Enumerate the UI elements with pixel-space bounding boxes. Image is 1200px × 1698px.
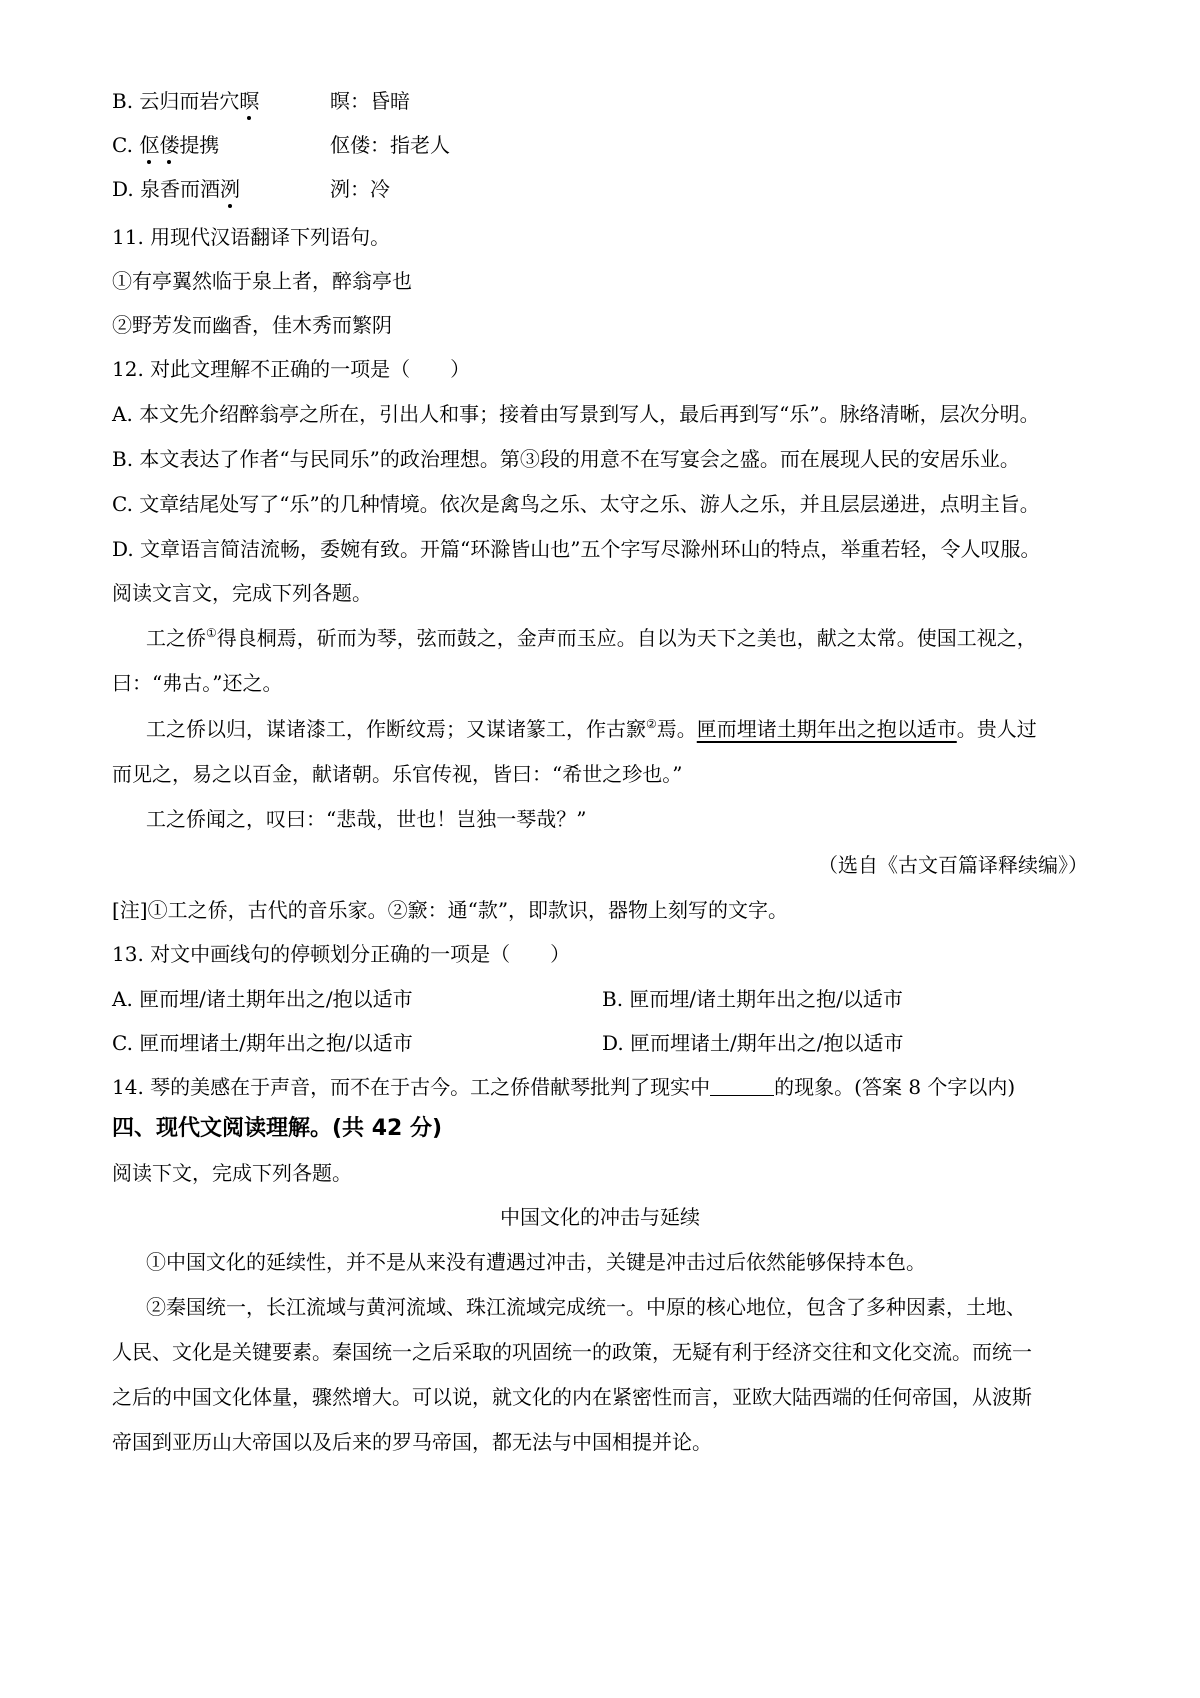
q12-stem: 12. 对此文理解不正确的一项是（ ）	[112, 357, 471, 381]
footnote-marker: ①	[206, 626, 217, 640]
q13-option-d: D. 匣而埋诸土/期年出之/抱以适市	[602, 1031, 904, 1055]
q12-option-b: B. 本文表达了作者“与民同乐”的政治理想。第③段的用意不在写宴会之盛。而在展现人民的安居乐业。	[112, 447, 1020, 471]
underlined-sentence: 匣而埋诸土期年出之抱以适市	[696, 717, 957, 741]
passage-source: （选自《古文百篇译释续编》）	[818, 853, 1088, 877]
article-title: 中国文化的冲击与延续	[500, 1205, 700, 1229]
q11-sentence-2: ②野芳发而幽香，佳木秀而繁阴	[112, 313, 392, 337]
footnote-marker: ②	[646, 717, 657, 731]
article-para-2-line-2: 人民、文化是关键要素。秦国统一之后采取的巩固统一的政策，无疑有利于经济交往和文化交流。而统一	[112, 1340, 1032, 1364]
q13-stem: 13. 对文中画线句的停顿划分正确的一项是（ ）	[112, 942, 571, 966]
passage-para-3: 工之侨闻之，叹曰：“悲哉，世也！岂独一琴哉？”	[146, 807, 587, 831]
q10-option-b-gloss: 暝：昏暗	[330, 89, 410, 113]
q12-option-d: D. 文章语言简洁流畅，委婉有致。开篇“环滁皆山也”五个字写尽滁州环山的特点，举重若轻，令人叹服。	[112, 537, 1041, 561]
section-heading: 四、现代文阅读理解。(共 42 分)	[112, 1116, 443, 1141]
section-intro: 阅读下文，完成下列各题。	[112, 1161, 352, 1185]
emphasis-dot-char: 偻	[159, 133, 180, 157]
q10-option-d-gloss: 洌：冷	[330, 177, 390, 201]
q12-option-c: C. 文章结尾处写了“乐”的几种情境。依次是禽鸟之乐、太守之乐、游人之乐，并且层层递进，点明主旨。	[112, 492, 1040, 516]
article-para-2-line-4: 帝国到亚历山大帝国以及后来的罗马帝国，都无法与中国相提并论。	[112, 1430, 712, 1454]
q10-option-c-gloss: 伛偻：指老人	[330, 133, 450, 157]
passage-intro: 阅读文言文，完成下列各题。	[112, 581, 372, 605]
passage-notes: [注]①工之侨，古代的音乐家。②窾：通“款”，即款识，器物上刻写的文字。	[112, 898, 789, 922]
passage-para-1: 工之侨①得良桐焉，斫而为琴，弦而鼓之，金声而玉应。自以为天下之美也，献之太常。使国工视之，	[146, 626, 1037, 650]
passage-para-1-cont: 曰：“弗古。”还之。	[112, 671, 283, 695]
q13-option-a: A. 匣而埋/诸土期年出之/抱以适市	[112, 987, 413, 1011]
passage-para-2-cont: 而见之，易之以百金，献诸朝。乐官传视，皆曰：“希世之珍也。”	[112, 762, 683, 786]
q11-sentence-1: ①有亭翼然临于泉上者，醉翁亭也	[112, 269, 412, 293]
q13-option-b: B. 匣而埋/诸土期年出之抱/以适市	[602, 987, 903, 1011]
emphasis-dot-char: 伛	[139, 133, 160, 157]
answer-blank	[710, 1077, 774, 1096]
article-para-1: ①中国文化的延续性，并不是从来没有遭遇过冲击，关键是冲击过后依然能够保持本色。	[146, 1250, 926, 1274]
emphasis-dot-char: 暝	[239, 89, 260, 113]
q14-stem: 14. 琴的美感在于声音，而不在于古今。工之侨借献琴批判了现实中 的现象。(答案 8 个字以内)	[112, 1075, 1016, 1099]
q13-option-c: C. 匣而埋诸土/期年出之抱/以适市	[112, 1031, 413, 1055]
q10-option-d: D. 泉香而酒洌	[112, 177, 241, 201]
q10-option-b: B. 云归而岩穴暝	[112, 89, 260, 113]
q11-stem: 11. 用现代汉语翻译下列语句。	[112, 225, 391, 249]
q10-option-c: C. 伛偻提携	[112, 133, 220, 157]
article-para-2: ②秦国统一，长江流域与黄河流域、珠江流域完成统一。中原的核心地位，包含了多种因素，土地、	[146, 1295, 1026, 1319]
article-para-2-line-3: 之后的中国文化体量，骤然增大。可以说，就文化的内在紧密性而言，亚欧大陆西端的任何帝国，从波斯	[112, 1385, 1032, 1409]
passage-para-2: 工之侨以归，谋诸漆工，作断纹焉；又谋诸篆工，作古窾②焉。匣而埋诸土期年出之抱以适市。贵人过	[146, 717, 1037, 741]
emphasis-dot-char: 洌	[220, 177, 241, 201]
q12-option-a: A. 本文先介绍醉翁亭之所在，引出人和事；接着由写景到写人，最后再到写“乐”。脉络清晰，层次分明。	[112, 402, 1040, 426]
